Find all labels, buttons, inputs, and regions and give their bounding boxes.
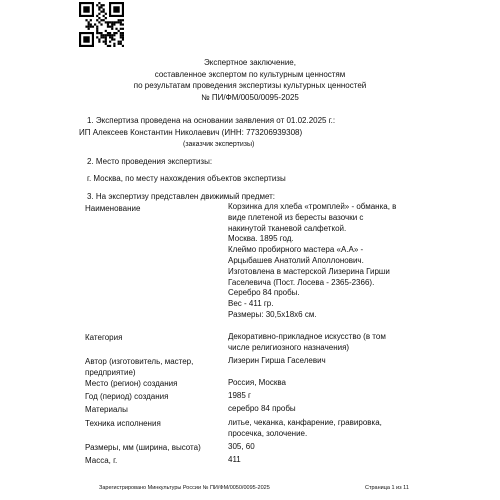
category-value <box>228 332 428 354</box>
footer-registration: Зарегистрировано Минкультуры России № ПИ/ФМ/0050/0095-2025 <box>99 485 270 491</box>
name-value-line: Серебро 84 пробы. <box>228 288 300 298</box>
section-3-title: 3. На экспертизу представлен движимый предмет: <box>87 192 276 201</box>
materials-value: серебро 84 пробы <box>228 404 296 413</box>
document-heading <box>0 57 500 103</box>
exam-location: г. Москва, по месту нахождения объектов экспертизы <box>87 174 286 183</box>
applicant-caption: (заказчик экспертизы) <box>183 141 255 148</box>
category-value-line: числе религиозного назначения) <box>228 342 350 352</box>
size-label: Размеры, мм (ширина, высота) <box>85 443 201 452</box>
name-value-line: Вес - 411 гр. <box>228 299 274 309</box>
name-value-line: Размеры: 30,5х18х6 см. <box>228 309 317 319</box>
name-value-line: Изготовлена в мастерской Лизерина Гирши <box>228 266 390 276</box>
author-label-line: Автор (изготовитель, мастер, <box>85 357 194 366</box>
mass-value: 411 <box>228 455 241 464</box>
name-value-line: накинутой тканевой салфеткой. <box>228 223 347 233</box>
applicant: ИП Алексеев Константин Николаевич (ИНН: 773206939308) <box>79 128 303 137</box>
materials-label: Материалы <box>85 405 128 414</box>
place-label: Место (регион) создания <box>85 379 178 388</box>
technique-value-line: литье, чеканка, канфарение, гравировка, <box>228 418 382 427</box>
technique-label: Техника исполнения <box>85 419 161 428</box>
technique-value <box>228 418 428 440</box>
qr-code <box>79 2 124 47</box>
name-value <box>228 202 428 321</box>
author-value: Лизерин Гирша Гаселевич <box>228 356 326 365</box>
category-label: Категория <box>85 333 123 342</box>
technique-value-line: просечка, золочение. <box>228 428 308 438</box>
section-2-title: 2. Место проведения экспертизы: <box>87 157 213 166</box>
size-value: 305, 60 <box>228 442 255 451</box>
year-label: Год (период) создания <box>85 392 169 401</box>
author-label-line: предприятие) <box>85 368 136 377</box>
name-value-line: Гаселевича (Пост. Лосева - 2365-2366). <box>228 277 375 287</box>
mass-label: Масса, г. <box>85 456 118 465</box>
author-label <box>85 356 193 378</box>
name-value-line: Корзинка для хлеба «тромплей» - обманка, в <box>228 202 397 211</box>
heading-line-2: составленное экспертом по культурным ценностям <box>154 69 346 79</box>
name-value-line: Москва. 1895 год. <box>228 234 294 244</box>
category-value-line: Декоративно-прикладное искусство (в том <box>228 332 386 341</box>
conclusion-number: № ПИ/ФМ/0050/0095-2025 <box>201 92 299 102</box>
name-value-line: Клеймо пробирного мастера «А.А» - <box>228 245 364 255</box>
year-value: 1985 г <box>228 391 251 400</box>
place-value: Россия, Москва <box>228 378 286 387</box>
name-label: Наименование <box>85 204 141 213</box>
section-1-title: 1. Экспертиза проведена на основании заявления от 01.02.2025 г.: <box>87 116 336 125</box>
heading-line-3: по результатам проведения экспертизы культурных ценностей <box>133 81 367 90</box>
name-value-line: Арцыбашев Анатолий Аполлонович. <box>228 255 364 265</box>
name-value-line: виде плетеной из бересты вазочки с <box>228 212 364 222</box>
heading-line-1: Экспертное заключение, <box>204 58 296 67</box>
footer-page-number: Страница 1 из 11 <box>365 485 409 491</box>
